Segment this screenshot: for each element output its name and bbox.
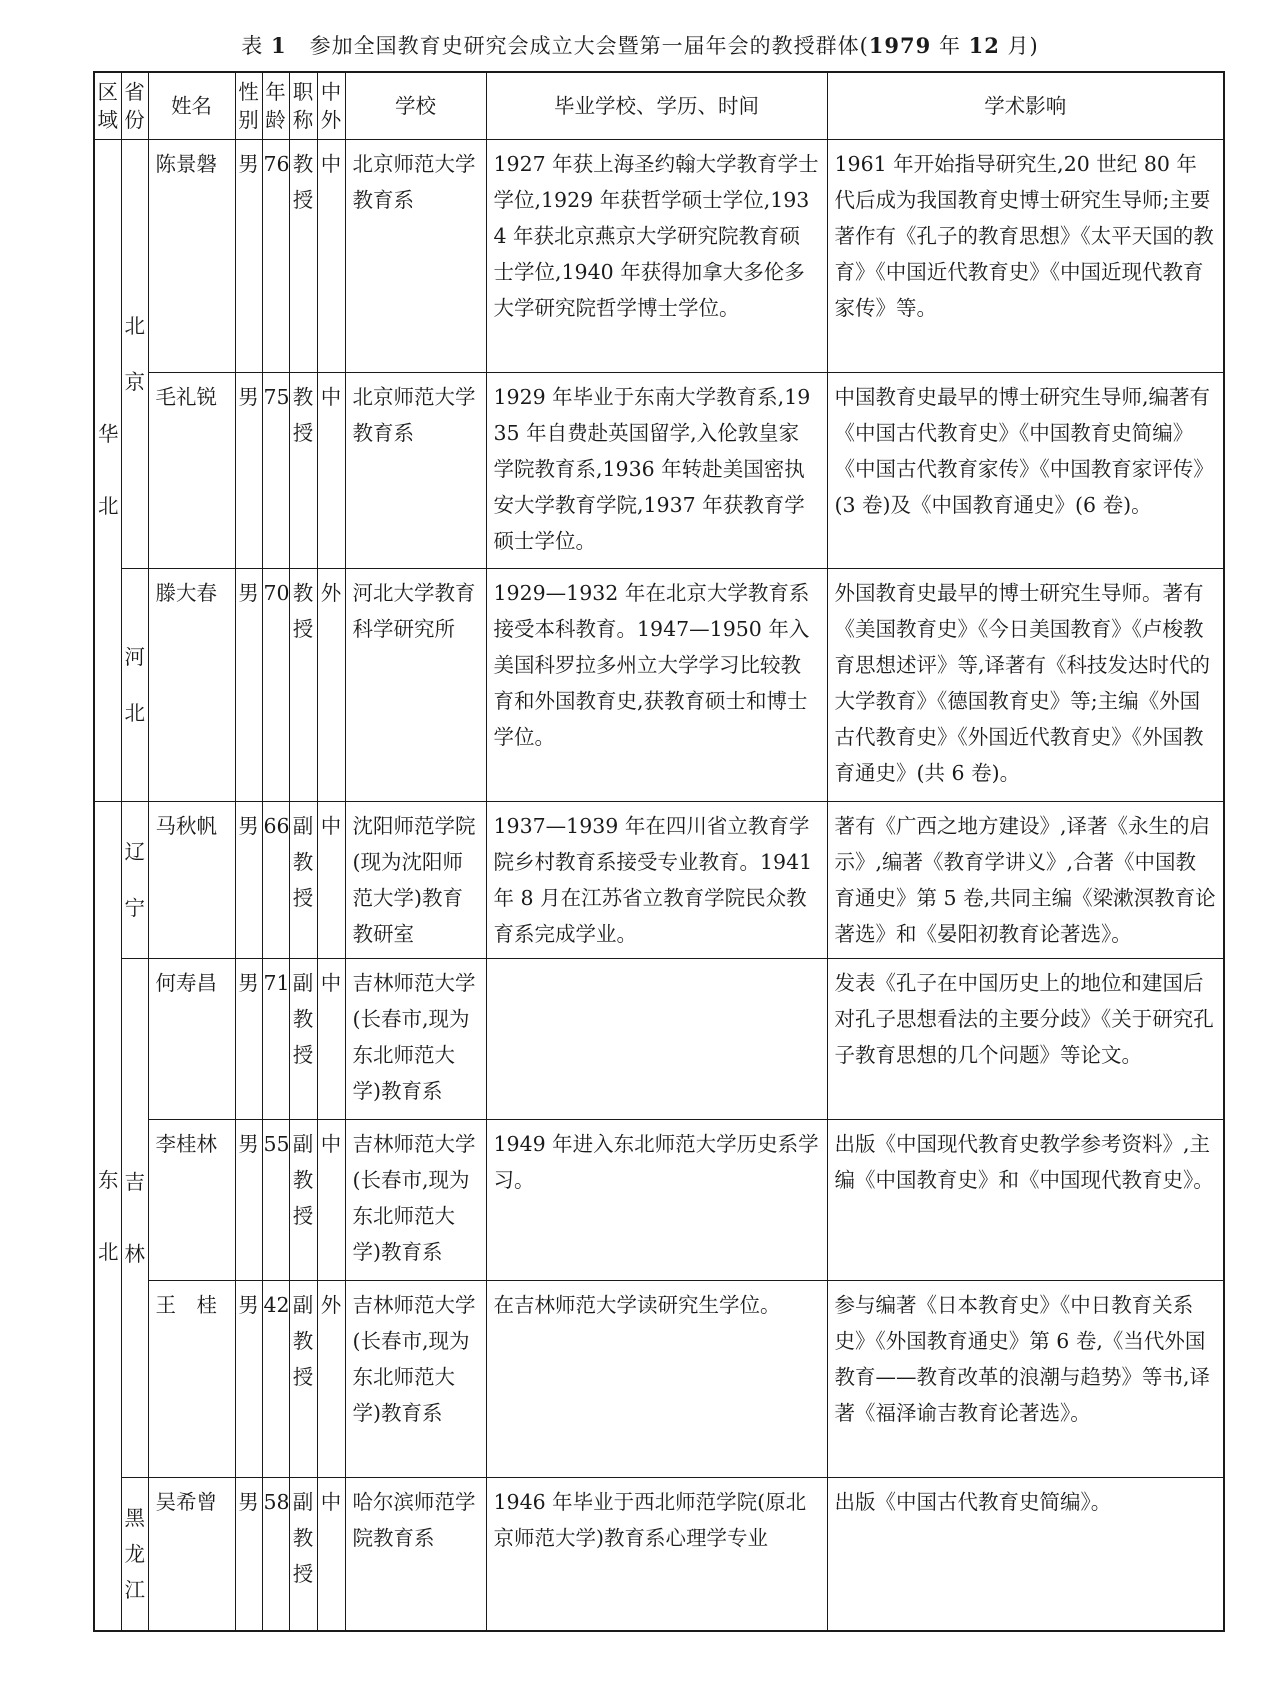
header-row <box>94 72 1224 139</box>
province-cell-liaoning <box>121 801 148 958</box>
cell-age: 55 <box>262 1119 289 1280</box>
cell-rank: 教授 <box>289 139 317 372</box>
cell-education: 1949 年进入东北师范大学历史系学习。 <box>486 1119 827 1280</box>
region-north: 华北 <box>98 422 119 518</box>
cell-field: 中 <box>317 801 345 958</box>
cell-education: 1937—1939 年在四川省立教育学院乡村教育系接受专业教育。1941 年 8 月在江苏省立教育学院民众教育系完成学业。 <box>486 801 827 958</box>
table-row <box>94 801 1224 958</box>
cell-school: 吉林师范大学(长春市,现为东北师范大学)教育系 <box>345 1280 486 1477</box>
cell-education: 1946 年毕业于西北师范学院(原北京师范大学)教育系心理学专业 <box>486 1477 827 1631</box>
cell-age: 76 <box>262 139 289 372</box>
province-cell-heilongjiang <box>121 1477 148 1631</box>
table-row <box>94 958 1224 1119</box>
cell-rank: 副教授 <box>289 1280 317 1477</box>
header-school: 学校 <box>345 72 486 139</box>
region-northeast: 东北 <box>98 1167 119 1264</box>
province-liaoning: 辽宁 <box>124 839 146 920</box>
table-row <box>94 372 1224 568</box>
cell-age: 71 <box>262 958 289 1119</box>
cell-gender: 男 <box>235 1477 262 1631</box>
caption-year: 1979 <box>868 33 932 58</box>
cell-name: 马秋帆 <box>148 801 235 958</box>
header-gender: 性别 <box>235 72 262 139</box>
province-beijing: 北京 <box>124 313 146 394</box>
cell-name: 李桂林 <box>148 1119 235 1280</box>
province-cell-hebei <box>121 568 148 801</box>
cell-education: 1929 年毕业于东南大学教育系,1935 年自费赴英国留学,入伦敦皇家学院教育系,1936 年转赴美国密执安大学教育学院,1937 年获教育学硕士学位。 <box>486 372 827 568</box>
cell-age: 66 <box>262 801 289 958</box>
cell-rank: 副教授 <box>289 1119 317 1280</box>
cell-field: 中 <box>317 139 345 372</box>
cell-school: 沈阳师范学院(现为沈阳师范大学)教育教研室 <box>345 801 486 958</box>
cell-age: 70 <box>262 568 289 801</box>
cell-field: 中 <box>317 372 345 568</box>
cell-influence: 1961 年开始指导研究生,20 世纪 80 年代后成为我国教育史博士研究生导师;主要著作有《孔子的教育思想》《太平天国的教育》《中国近代教育史》《中国近现代教育家传》等。 <box>827 139 1224 372</box>
cell-school: 北京师范大学教育系 <box>345 372 486 568</box>
table-row <box>94 1119 1224 1280</box>
cell-education <box>486 958 827 1119</box>
cell-gender: 男 <box>235 372 262 568</box>
cell-name: 滕大春 <box>148 568 235 801</box>
cell-gender: 男 <box>235 1119 262 1280</box>
cell-gender: 男 <box>235 568 262 801</box>
cell-education: 1929—1932 年在北京大学教育系接受本科教育。1947—1950 年入美国科罗拉多州立大学学习比较教育和外国教育史,获教育硕士和博士学位。 <box>486 568 827 801</box>
caption-month: 12 <box>968 33 1000 58</box>
cell-rank: 副教授 <box>289 958 317 1119</box>
cell-field: 外 <box>317 1280 345 1477</box>
region-cell-north <box>94 139 121 801</box>
cell-education: 在吉林师范大学读研究生学位。 <box>486 1280 827 1477</box>
cell-field: 中 <box>317 1477 345 1631</box>
cell-name: 王 桂 <box>148 1280 235 1477</box>
cell-influence: 出版《中国古代教育史简编》。 <box>827 1477 1224 1631</box>
table-caption <box>0 30 1280 60</box>
caption-prefix: 表 <box>241 34 264 58</box>
header-region: 区域 <box>94 72 121 139</box>
header-field: 中外 <box>317 72 345 139</box>
header-rank: 职称 <box>289 72 317 139</box>
caption-suffix: 月) <box>1007 34 1039 58</box>
cell-influence: 出版《中国现代教育史教学参考资料》,主编《中国教育史》和《中国现代教育史》。 <box>827 1119 1224 1280</box>
header-age: 年龄 <box>262 72 289 139</box>
cell-field: 中 <box>317 1119 345 1280</box>
cell-gender: 男 <box>235 801 262 958</box>
cell-rank: 教授 <box>289 568 317 801</box>
cell-field: 外 <box>317 568 345 801</box>
caption-number: 1 <box>270 33 287 58</box>
cell-influence: 著有《广西之地方建设》,译著《永生的启示》,编著《教育学讲义》,合著《中国教育通史》第 5 卷,共同主编《梁漱溟教育论著选》和《晏阳初教育论著选》。 <box>827 801 1224 958</box>
province-hebei: 河北 <box>124 644 146 725</box>
table-row <box>94 139 1224 372</box>
cell-rank: 教授 <box>289 372 317 568</box>
cell-school: 吉林师范大学(长春市,现为东北师范大学)教育系 <box>345 958 486 1119</box>
cell-name: 何寿昌 <box>148 958 235 1119</box>
cell-influence: 外国教育史最早的博士研究生导师。著有《美国教育史》《今日美国教育》《卢梭教育思想述评》等,译著有《科技发达时代的大学教育》《德国教育史》等;主编《外国古代教育史》《外国近代教育史》《外国教育通史》(共 6 卷)。 <box>827 568 1224 801</box>
cell-name: 毛礼锐 <box>148 372 235 568</box>
table-row <box>94 568 1224 801</box>
cell-school: 吉林师范大学(长春市,现为东北师范大学)教育系 <box>345 1119 486 1280</box>
cell-school: 河北大学教育科学研究所 <box>345 568 486 801</box>
header-name: 姓名 <box>148 72 235 139</box>
region-cell-northeast <box>94 801 121 1631</box>
cell-education: 1927 年获上海圣约翰大学教育学士学位,1929 年获哲学硕士学位,1934 年获北京燕京大学研究院教育硕士学位,1940 年获得加拿大多伦多大学研究院哲学博士学位。 <box>486 139 827 372</box>
caption-year-unit: 年 <box>938 34 961 58</box>
cell-age: 58 <box>262 1477 289 1631</box>
caption-text: 参加全国教育史研究会成立大会暨第一届年会的教授群体( <box>309 34 869 58</box>
cell-influence: 发表《孔子在中国历史上的地位和建国后对孔子思想看法的主要分歧》《关于研究孔子教育思想的几个问题》等论文。 <box>827 958 1224 1119</box>
table-row <box>94 1477 1224 1631</box>
cell-field: 中 <box>317 958 345 1119</box>
province-jilin: 吉林 <box>124 1169 146 1266</box>
cell-school: 哈尔滨师范学院教育系 <box>345 1477 486 1631</box>
cell-rank: 副教授 <box>289 801 317 958</box>
province-heilongjiang: 黑龙江 <box>124 1505 146 1602</box>
header-influence: 学术影响 <box>827 72 1224 139</box>
cell-rank: 副教授 <box>289 1477 317 1631</box>
province-cell-beijing <box>121 139 148 568</box>
cell-name: 吴希曾 <box>148 1477 235 1631</box>
header-province: 省份 <box>121 72 148 139</box>
table-row <box>94 1280 1224 1477</box>
cell-gender: 男 <box>235 1280 262 1477</box>
cell-age: 42 <box>262 1280 289 1477</box>
province-cell-jilin <box>121 958 148 1477</box>
cell-gender: 男 <box>235 958 262 1119</box>
cell-name: 陈景磐 <box>148 139 235 372</box>
cell-gender: 男 <box>235 139 262 372</box>
cell-age: 75 <box>262 372 289 568</box>
header-education: 毕业学校、学历、时间 <box>486 72 827 139</box>
cell-school: 北京师范大学教育系 <box>345 139 486 372</box>
cell-influence: 中国教育史最早的博士研究生导师,编著有《中国古代教育史》《中国教育史简编》《中国古代教育家传》《中国教育家评传》(3 卷)及《中国教育通史》(6 卷)。 <box>827 372 1224 568</box>
cell-influence: 参与编著《日本教育史》《中日教育关系史》《外国教育通史》第 6 卷,《当代外国教育——教育改革的浪潮与趋势》等书,译著《福泽谕吉教育论著选》。 <box>827 1280 1224 1477</box>
professors-table <box>93 71 1225 1632</box>
